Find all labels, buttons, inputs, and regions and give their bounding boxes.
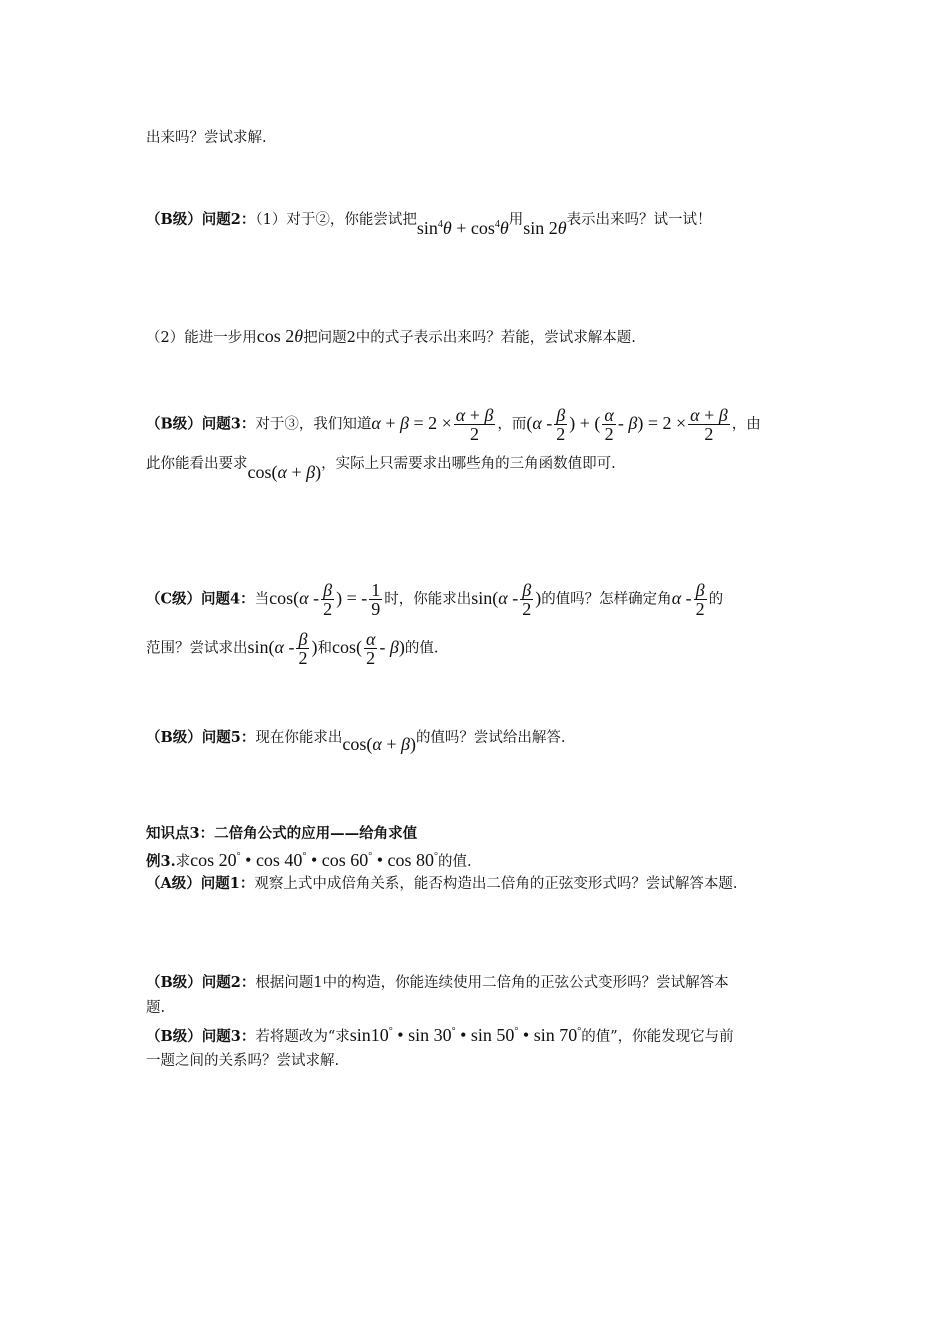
question-2-line2: 题.: [146, 1000, 166, 1016]
formula: cos 20° • cos 40° • cos 60° • cos 80°: [190, 850, 439, 870]
text-span: ，实际上只需要求出哪些角的三角函数值即可.: [321, 456, 616, 472]
level-label: （A级）问题1：: [146, 875, 255, 892]
problem-4-line2: [146, 630, 438, 667]
level-label: （B级）问题3：: [146, 1028, 256, 1045]
text-span: 此你能看出要求: [146, 456, 248, 472]
text-line: 出来吗？尝试求解.: [146, 130, 267, 146]
problem-4-line: [146, 581, 723, 618]
formula: cos(α - $\frac{\beta}{2}$ ) = - $\frac{1}{9}$: [269, 580, 381, 619]
formula: sin10° • sin 30° • sin 50° • sin 70°: [349, 1025, 582, 1045]
text-span: （1）对于②，你能尝试把: [255, 212, 417, 228]
problem-5-line: [146, 725, 566, 754]
formula: (α - $\frac{\beta}{2}$ ) + ( $\frac{\alpha}{2}$ - β) = 2 × $\frac{\alpha + \beta}{2}$: [526, 405, 728, 444]
formula: cos(α + β): [247, 462, 322, 482]
level-label: （B级）问题5：: [146, 729, 256, 746]
text-span: 表示出来吗？试一试！: [566, 212, 712, 228]
formula: cos(α + β): [342, 734, 416, 754]
question-3-line2: 一题之间的关系吗？尝试求解.: [146, 1053, 340, 1069]
text-span: 对于③，我们知道: [255, 416, 372, 433]
formula: α + β = 2 × $\frac{\alpha + \beta}{2}$: [371, 405, 494, 444]
text-span: 的值吗？尝试给出解答.: [415, 730, 566, 746]
text-span: ，由: [731, 416, 761, 433]
text-span: 的值.: [404, 640, 439, 657]
section-heading: 知识点3：二倍角公式的应用——给角求值: [146, 825, 418, 842]
text-span: ，而: [497, 416, 527, 433]
problem-2-line: [146, 204, 712, 238]
text-span: 现在你能求出: [255, 730, 343, 746]
formula: sin(α - $\frac{\beta}{2}$ ): [247, 629, 318, 668]
formula: cos 2θ: [256, 326, 304, 346]
level-label: （B级）问题2：: [146, 211, 256, 228]
problem-2-part2-line: [146, 325, 636, 349]
text-span: 和: [317, 640, 332, 657]
problem-3-line: [146, 406, 761, 443]
question-2-line: [146, 972, 729, 994]
text-span: 的: [708, 591, 724, 608]
text-span: 的值吗？怎样确定角: [541, 591, 672, 608]
problem-3-line2: [146, 451, 616, 482]
formula: sin 2θ: [523, 218, 567, 238]
question-1-line: [146, 873, 737, 895]
text-span: 求: [175, 854, 191, 870]
question-3-line: [146, 1021, 734, 1048]
text-span: 范围？尝试求出: [146, 640, 248, 657]
level-label: （B级）问题2：: [146, 974, 256, 991]
formula: cos( $\frac{\alpha}{2}$ - β): [331, 629, 405, 668]
example-label: 例3.: [146, 853, 176, 870]
level-label: （B级）问题3：: [146, 415, 256, 433]
text-span: 观察上式中成倍角关系，能否构造出二倍角的正弦变形式吗？尝试解答本题.: [254, 876, 738, 892]
text-span: 用: [508, 212, 524, 228]
formula: $\sin^4\theta + \cos^4\theta$: [416, 218, 509, 238]
text-span: 的值”，你能发现它与前: [581, 1029, 734, 1045]
text-span: 把问题2中的式子表示出来吗？若能，尝试求解本题.: [303, 330, 636, 346]
text-span: 时，你能求出: [384, 591, 472, 608]
formula: α - $\frac{\beta}{2}$: [671, 580, 705, 619]
example-3-line: [146, 846, 472, 873]
level-label: （C级）问题4：: [146, 590, 255, 608]
text-span: 根据问题1中的构造，你能连续使用二倍角的正弦公式变形吗？尝试解答本: [255, 975, 729, 991]
text-span: 当: [254, 591, 270, 608]
text-span: 的值.: [438, 854, 472, 870]
text-span: （2）能进一步用: [146, 330, 257, 346]
text-span: 若将题改为“求: [255, 1029, 350, 1045]
formula: sin(α - $\frac{\beta}{2}$ ): [471, 580, 542, 619]
